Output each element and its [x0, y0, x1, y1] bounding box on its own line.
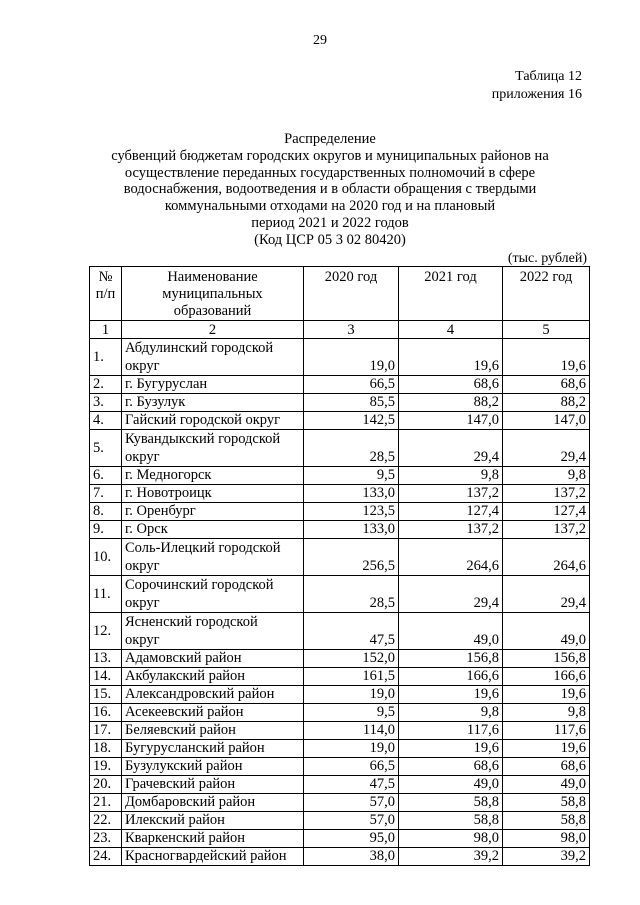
- document-title: [90, 131, 570, 249]
- municipality-name-line: Красногвардейский район: [125, 848, 287, 864]
- municipality-name: [122, 412, 304, 430]
- row-number: 6.: [90, 467, 122, 485]
- table-row: [90, 613, 590, 650]
- value-2022: 88,2: [503, 394, 590, 412]
- value-2022: 156,8: [503, 650, 590, 668]
- municipality-name: [122, 794, 304, 812]
- municipality-name-line: г. Оренбург: [125, 503, 196, 519]
- value-2021: 49,0: [399, 613, 503, 650]
- municipality-name: [122, 521, 304, 539]
- column-number: 2: [122, 321, 304, 339]
- value-2022: 264,6: [503, 539, 590, 576]
- value-2020: 133,0: [304, 521, 399, 539]
- municipality-name-line: Абдулинский городской: [125, 340, 274, 356]
- table-row: [90, 812, 590, 830]
- value-2021: 127,4: [399, 503, 503, 521]
- table-row: [90, 539, 590, 576]
- municipality-name: [122, 776, 304, 794]
- table-row: [90, 722, 590, 740]
- value-2022: 68,6: [503, 376, 590, 394]
- row-number: 20.: [90, 776, 122, 794]
- title-line: субвенций бюджетам городских округов и муниципальных районов на: [111, 147, 549, 164]
- municipality-name-line: г. Бугуруслан: [125, 376, 208, 392]
- value-2020: 57,0: [304, 794, 399, 812]
- municipality-name: [122, 668, 304, 686]
- municipality-name-line: округ: [125, 449, 160, 465]
- value-2022: 137,2: [503, 521, 590, 539]
- value-2020: 152,0: [304, 650, 399, 668]
- table-row: [90, 394, 590, 412]
- value-2021: 68,6: [399, 758, 503, 776]
- header-2022: 2022 год: [503, 267, 590, 321]
- value-2021: 117,6: [399, 722, 503, 740]
- value-2020: 133,0: [304, 485, 399, 503]
- value-2021: 58,8: [399, 794, 503, 812]
- table-row: [90, 848, 590, 866]
- value-2020: 85,5: [304, 394, 399, 412]
- value-2022: 29,4: [503, 576, 590, 613]
- row-number: 23.: [90, 830, 122, 848]
- value-2022: 39,2: [503, 848, 590, 866]
- value-2022: 29,4: [503, 430, 590, 467]
- header-2021: 2021 год: [399, 267, 503, 321]
- value-2020: 57,0: [304, 812, 399, 830]
- table-row: [90, 704, 590, 722]
- value-2021: 88,2: [399, 394, 503, 412]
- municipality-name-line: г. Орск: [125, 521, 168, 537]
- municipality-name: [122, 430, 304, 467]
- table-row: [90, 686, 590, 704]
- value-2021: 166,6: [399, 668, 503, 686]
- value-2022: 68,6: [503, 758, 590, 776]
- value-2022: 49,0: [503, 776, 590, 794]
- municipality-name-line: Адамовский район: [125, 650, 242, 666]
- value-2022: 166,6: [503, 668, 590, 686]
- row-number: 1.: [90, 339, 122, 376]
- municipality-name: [122, 758, 304, 776]
- municipality-name-line: округ: [125, 632, 160, 648]
- value-2020: 19,0: [304, 740, 399, 758]
- municipality-name-line: г. Бузулук: [125, 394, 186, 410]
- value-2021: 39,2: [399, 848, 503, 866]
- row-number: 10.: [90, 539, 122, 576]
- table-row: [90, 339, 590, 376]
- title-line: период 2021 и 2022 годов: [251, 214, 409, 231]
- municipality-name-line: округ: [125, 358, 160, 374]
- value-2021: 156,8: [399, 650, 503, 668]
- header-2020: 2020 год: [304, 267, 399, 321]
- municipality-name-line: Грачевский район: [125, 776, 236, 792]
- table-row: [90, 576, 590, 613]
- table-row: [90, 830, 590, 848]
- municipality-name: [122, 539, 304, 576]
- municipality-name-line: округ: [125, 595, 160, 611]
- value-2020: 95,0: [304, 830, 399, 848]
- table-row: [90, 776, 590, 794]
- value-2021: 19,6: [399, 339, 503, 376]
- table-row: [90, 485, 590, 503]
- municipality-name-line: Беляевский район: [125, 722, 236, 738]
- municipality-name: [122, 848, 304, 866]
- value-2022: 9,8: [503, 704, 590, 722]
- row-number: 24.: [90, 848, 122, 866]
- value-2021: 19,6: [399, 686, 503, 704]
- row-number: 22.: [90, 812, 122, 830]
- municipality-name-line: Гайский городской округ: [125, 412, 281, 428]
- row-number: 2.: [90, 376, 122, 394]
- value-2022: 9,8: [503, 467, 590, 485]
- municipality-name: [122, 722, 304, 740]
- table-ref-line1: Таблица 12: [515, 69, 582, 84]
- row-number: 3.: [90, 394, 122, 412]
- value-2020: 66,5: [304, 758, 399, 776]
- row-number: 9.: [90, 521, 122, 539]
- row-number: 8.: [90, 503, 122, 521]
- municipality-name: [122, 740, 304, 758]
- value-2022: 98,0: [503, 830, 590, 848]
- value-2021: 98,0: [399, 830, 503, 848]
- municipality-name: [122, 613, 304, 650]
- header-name: Наименование муниципальных образований: [122, 267, 304, 321]
- row-number: 12.: [90, 613, 122, 650]
- value-2021: 49,0: [399, 776, 503, 794]
- table-row: [90, 376, 590, 394]
- municipality-name-line: Соль-Илецкий городской: [125, 540, 281, 556]
- value-2020: 142,5: [304, 412, 399, 430]
- value-2022: 137,2: [503, 485, 590, 503]
- value-2022: 49,0: [503, 613, 590, 650]
- table-row: [90, 650, 590, 668]
- value-2020: 19,0: [304, 339, 399, 376]
- page-number: 29: [313, 33, 327, 48]
- column-number: 5: [503, 321, 590, 339]
- row-number: 11.: [90, 576, 122, 613]
- value-2021: 9,8: [399, 704, 503, 722]
- municipality-name-line: Кувандыкский городской: [125, 431, 281, 447]
- row-number: 4.: [90, 412, 122, 430]
- municipality-name: [122, 503, 304, 521]
- municipality-name-line: Асекеевский район: [125, 704, 244, 720]
- value-2020: 28,5: [304, 430, 399, 467]
- value-2022: 147,0: [503, 412, 590, 430]
- value-2020: 123,5: [304, 503, 399, 521]
- table-row: [90, 503, 590, 521]
- value-2020: 19,0: [304, 686, 399, 704]
- value-2020: 47,5: [304, 613, 399, 650]
- municipality-name-line: Сорочинский городской: [125, 577, 274, 593]
- row-number: 18.: [90, 740, 122, 758]
- value-2021: 29,4: [399, 576, 503, 613]
- municipality-name: [122, 704, 304, 722]
- table-row: [90, 430, 590, 467]
- table-body: [90, 339, 590, 866]
- value-2022: 58,8: [503, 812, 590, 830]
- row-number: 21.: [90, 794, 122, 812]
- value-2021: 264,6: [399, 539, 503, 576]
- municipality-name: [122, 467, 304, 485]
- value-2022: 19,6: [503, 686, 590, 704]
- municipality-name: [122, 339, 304, 376]
- table-ref-line2: приложения 16: [491, 87, 582, 102]
- value-2020: 114,0: [304, 722, 399, 740]
- municipality-name-line: Илекский район: [125, 812, 225, 828]
- row-number: 5.: [90, 430, 122, 467]
- title-line: водоснабжения, водоотведения и в области обращения с твердыми: [123, 181, 537, 198]
- value-2021: 58,8: [399, 812, 503, 830]
- table-row: [90, 794, 590, 812]
- title-line: коммунальными отходами на 2020 год и на плановый: [164, 198, 496, 215]
- value-2020: 161,5: [304, 668, 399, 686]
- municipality-name-line: Бугурусланский район: [125, 740, 265, 756]
- value-2022: 19,6: [503, 740, 590, 758]
- table-row: [90, 758, 590, 776]
- value-2021: 68,6: [399, 376, 503, 394]
- value-2020: 38,0: [304, 848, 399, 866]
- municipality-name: [122, 485, 304, 503]
- row-number: 14.: [90, 668, 122, 686]
- column-number: 3: [304, 321, 399, 339]
- value-2022: 58,8: [503, 794, 590, 812]
- title-line: Распределение: [284, 131, 376, 147]
- title-line: (Код ЦСР 05 3 02 80420): [254, 231, 406, 248]
- value-2021: 137,2: [399, 521, 503, 539]
- value-2020: 47,5: [304, 776, 399, 794]
- municipality-name-line: Александровский район: [125, 686, 275, 702]
- row-number: 17.: [90, 722, 122, 740]
- municipality-name-line: г. Новотроицк: [125, 485, 212, 501]
- municipality-name: [122, 376, 304, 394]
- value-2022: 127,4: [503, 503, 590, 521]
- value-2020: 256,5: [304, 539, 399, 576]
- column-number-row: [90, 321, 590, 339]
- value-2020: 9,5: [304, 704, 399, 722]
- value-2021: 19,6: [399, 740, 503, 758]
- value-2021: 137,2: [399, 485, 503, 503]
- row-number: 13.: [90, 650, 122, 668]
- municipality-name: [122, 830, 304, 848]
- units-label: (тыс. рублей): [507, 251, 587, 266]
- municipality-name-line: округ: [125, 558, 160, 574]
- table-row: [90, 467, 590, 485]
- municipality-name: [122, 576, 304, 613]
- value-2022: 117,6: [503, 722, 590, 740]
- table-row: [90, 521, 590, 539]
- table-row: [90, 412, 590, 430]
- row-number: 15.: [90, 686, 122, 704]
- municipality-name: [122, 650, 304, 668]
- value-2021: 147,0: [399, 412, 503, 430]
- municipality-name-line: Кваркенский район: [125, 830, 245, 846]
- value-2020: 9,5: [304, 467, 399, 485]
- municipality-name: [122, 812, 304, 830]
- municipality-name: [122, 686, 304, 704]
- row-number: 19.: [90, 758, 122, 776]
- row-number: 16.: [90, 704, 122, 722]
- value-2020: 28,5: [304, 576, 399, 613]
- column-number: 4: [399, 321, 503, 339]
- municipality-name-line: Ясненский городской: [125, 614, 258, 630]
- table-row: [90, 668, 590, 686]
- table-header-row: [90, 267, 590, 321]
- municipality-name-line: Акбулакский район: [125, 668, 246, 684]
- value-2020: 66,5: [304, 376, 399, 394]
- municipality-name-line: Бузулукский район: [125, 758, 243, 774]
- value-2021: 9,8: [399, 467, 503, 485]
- value-2022: 19,6: [503, 339, 590, 376]
- municipality-name-line: г. Медногорск: [125, 467, 212, 483]
- header-num: № п/п: [90, 267, 122, 321]
- title-line: осуществление переданных государственных полномочий в сфере: [124, 164, 536, 181]
- value-2021: 29,4: [399, 430, 503, 467]
- row-number: 7.: [90, 485, 122, 503]
- table-reference: [492, 68, 582, 104]
- table-row: [90, 740, 590, 758]
- municipality-name-line: Домбаровский район: [125, 794, 256, 810]
- municipality-name: [122, 394, 304, 412]
- subsidy-table: [89, 266, 590, 866]
- column-number: 1: [90, 321, 122, 339]
